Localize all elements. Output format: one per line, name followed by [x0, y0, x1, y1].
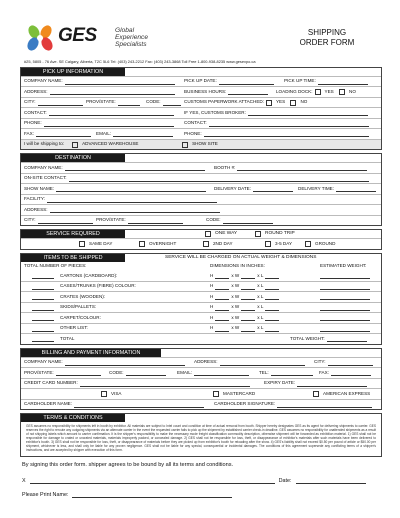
- item-row: [21, 323, 381, 334]
- dest-prov-label: PROV/STATE:: [96, 217, 126, 223]
- billing-tel-label: TEL:: [259, 369, 269, 375]
- length-label: x L: [257, 314, 264, 320]
- pickup-phone-field[interactable]: [44, 121, 174, 127]
- pickup-code-field[interactable]: [163, 100, 181, 106]
- brand-tagline: [115, 27, 148, 48]
- terms-section: [20, 413, 382, 456]
- pickup-code-label: CODE:: [146, 99, 161, 105]
- height-field[interactable]: [215, 284, 229, 290]
- booth-label: BOOTH #:: [214, 164, 236, 170]
- service-title: SERVICE REQUIRED: [21, 230, 125, 238]
- dest-company-field[interactable]: [65, 165, 205, 171]
- card-number-field[interactable]: [80, 381, 250, 387]
- pickup-address-label: ADDRESS:: [24, 88, 48, 94]
- item-weight-field[interactable]: [320, 273, 370, 279]
- one-way-label: ONE WAY: [215, 231, 238, 236]
- dest-company-label: COMPANY NAME:: [24, 164, 63, 170]
- onsite-contact-label: ON-SITE CONTACT:: [24, 175, 67, 181]
- width-field[interactable]: [241, 305, 255, 311]
- item-type-label: CARTONS (CARDBOARD):: [60, 272, 118, 278]
- cardholder-name-field[interactable]: [74, 402, 204, 408]
- customs-broker-field[interactable]: [248, 110, 368, 116]
- billing-city-field[interactable]: [328, 360, 373, 366]
- print-name-field[interactable]: [72, 492, 232, 498]
- total-pieces-field[interactable]: [32, 336, 54, 342]
- business-hours-label: BUSINESS HOURS:: [184, 88, 227, 94]
- same-day-label: SAME DAY: [89, 240, 113, 246]
- item-qty-field[interactable]: [32, 273, 54, 279]
- ground-label: GROUND: [315, 240, 336, 246]
- loading-dock-no-checkbox[interactable]: [339, 89, 345, 95]
- total-pieces-label: TOTAL NUMBER OF PIECES:: [24, 263, 87, 269]
- billing-city-label: CITY:: [314, 359, 326, 365]
- billing-address-label: ADDRESS:: [194, 359, 218, 365]
- height-field[interactable]: [215, 326, 229, 332]
- overnight-checkbox[interactable]: [139, 241, 145, 247]
- cardholder-signature-label: CARDHOLDER SIGNATURE:: [214, 401, 276, 407]
- item-qty-field[interactable]: [32, 305, 54, 311]
- show-site-label: SHOW SITE: [192, 141, 218, 147]
- terms-title: TERMS & CONDITIONS: [21, 414, 125, 422]
- pickup-phone-label: PHONE:: [24, 120, 42, 126]
- advanced-warehouse-checkbox[interactable]: [72, 142, 78, 148]
- item-row: [21, 281, 381, 292]
- delivery-time-label: DELIVERY TIME:: [298, 185, 334, 191]
- item-weight-field[interactable]: [320, 315, 370, 321]
- form-header: [20, 22, 382, 58]
- second-day-checkbox[interactable]: [203, 241, 209, 247]
- loading-dock-no-label: NO: [349, 88, 356, 94]
- items-title: ITEMS TO BE SHIPPED: [21, 254, 125, 262]
- dimensions-header: DIMENSIONS IN INCHES:: [210, 263, 265, 269]
- length-field[interactable]: [265, 326, 279, 332]
- total-label: TOTAL: [60, 335, 75, 341]
- pickup-company-label: COMPANY NAME:: [24, 78, 63, 84]
- pickup-email-field[interactable]: [113, 131, 173, 137]
- tagline-line-2: Experience: [115, 34, 148, 41]
- height-field[interactable]: [215, 273, 229, 279]
- item-row: [21, 271, 381, 281]
- height-field[interactable]: [215, 305, 229, 311]
- pickup-contact-label: CONTACT:: [24, 109, 47, 115]
- dest-prov-field[interactable]: [128, 218, 183, 224]
- item-type-label: CRATES (WOODEN):: [60, 293, 106, 299]
- show-name-label: SHOW NAME:: [24, 185, 55, 191]
- shipping-to-label: I will be shipping to:: [24, 141, 65, 147]
- item-weight-field[interactable]: [320, 294, 370, 300]
- height-field[interactable]: [215, 315, 229, 321]
- item-row: [21, 312, 381, 323]
- length-field[interactable]: [265, 305, 279, 311]
- customs-yes-label: YES: [275, 99, 286, 105]
- item-row: [21, 302, 381, 313]
- three-five-day-checkbox[interactable]: [265, 241, 271, 247]
- width-field[interactable]: [241, 273, 255, 279]
- service-section: [20, 229, 382, 250]
- delivery-time-field[interactable]: [336, 186, 376, 192]
- billing-email-label: EMAIL:: [177, 369, 193, 375]
- dest-address-label: ADDRESS:: [24, 206, 48, 212]
- weight-header: ESTIMATED WEIGHT:: [320, 263, 367, 269]
- length-field[interactable]: [265, 315, 279, 321]
- destination-title: DESTINATION: [21, 154, 125, 162]
- pickup-fax-field[interactable]: [36, 131, 91, 137]
- total-weight-field[interactable]: [327, 336, 367, 342]
- mastercard-checkbox[interactable]: [213, 391, 219, 397]
- broker-phone-label: PHONE:: [184, 130, 202, 136]
- ges-logo-icon: [24, 24, 56, 52]
- width-label: x W: [231, 293, 240, 299]
- height-label: H: [210, 293, 214, 299]
- item-qty-field[interactable]: [32, 294, 54, 300]
- item-qty-field[interactable]: [32, 284, 54, 290]
- date-field[interactable]: [296, 478, 366, 484]
- width-label: x W: [231, 272, 240, 278]
- width-label: x W: [231, 314, 240, 320]
- items-note: SERVICE WILL BE CHARGED ON ACTUAL WEIGHT & DIMENSIONS: [165, 254, 317, 260]
- broker-contact-label: CONTACT:: [184, 120, 207, 126]
- customs-label: CUSTOMS PAPERWORK ATTACHED:: [184, 99, 264, 105]
- onsite-contact-field[interactable]: [69, 176, 369, 182]
- width-label: x W: [231, 304, 240, 310]
- item-type-label: CARPET/COLOUR:: [60, 314, 101, 320]
- dest-city-field[interactable]: [38, 218, 93, 224]
- form-title-line-2: ORDER FORM: [299, 37, 355, 47]
- height-label: H: [210, 325, 214, 331]
- billing-section: [20, 348, 382, 411]
- broker-contact-field[interactable]: [209, 121, 369, 127]
- cardholder-signature-field[interactable]: [277, 402, 372, 408]
- billing-tel-field[interactable]: [271, 370, 313, 376]
- signature-x-label: X: [22, 477, 26, 484]
- item-type-label: CASES/TRUNKS (FIBRE) COLOUR:: [60, 283, 136, 289]
- business-hours-field[interactable]: [228, 89, 268, 95]
- item-type-label: OTHER LIST:: [60, 325, 88, 331]
- item-qty-field[interactable]: [32, 315, 54, 321]
- brand-name: GES: [58, 25, 97, 46]
- customs-yes-checkbox[interactable]: [266, 100, 272, 106]
- overnight-label: OVERNIGHT: [149, 240, 177, 246]
- height-label: H: [210, 304, 214, 310]
- pickup-date-field[interactable]: [219, 79, 274, 85]
- broker-phone-field[interactable]: [204, 131, 369, 137]
- total-weight-label: TOTAL WEIGHT:: [290, 335, 325, 341]
- height-label: H: [210, 272, 214, 278]
- cardholder-name-label: CARDHOLDER NAME:: [24, 401, 72, 407]
- customs-no-label: NO: [300, 99, 308, 105]
- items-section: [20, 253, 382, 345]
- three-five-day-label: 3-5 DAY: [275, 240, 293, 246]
- width-field[interactable]: [241, 315, 255, 321]
- billing-company-field[interactable]: [65, 360, 185, 366]
- pickup-contact-field[interactable]: [49, 110, 174, 116]
- loading-dock-yes-label: YES: [324, 88, 334, 94]
- tagline-line-3: Specialists: [115, 41, 147, 48]
- pickup-address-field[interactable]: [50, 89, 175, 95]
- item-type-label: SKIDS/PALLETS:: [60, 304, 97, 310]
- item-row: [21, 291, 381, 302]
- facility-label: FACILITY:: [24, 196, 45, 202]
- visa-checkbox[interactable]: [101, 391, 107, 397]
- second-day-label: 2ND DAY: [213, 240, 233, 246]
- length-label: x L: [257, 304, 264, 310]
- length-label: x L: [257, 293, 264, 299]
- delivery-date-field[interactable]: [253, 186, 293, 192]
- signature-field[interactable]: [30, 478, 275, 484]
- length-label: x L: [257, 283, 264, 289]
- item-weight-field[interactable]: [320, 326, 370, 332]
- width-label: x W: [231, 283, 240, 289]
- pickup-prov-field[interactable]: [118, 100, 140, 106]
- width-field[interactable]: [241, 326, 255, 332]
- booth-field[interactable]: [237, 165, 367, 171]
- shipping-order-form: [20, 22, 382, 498]
- pickup-prov-label: PROV/STATE:: [86, 99, 116, 105]
- pickup-city-field[interactable]: [38, 100, 83, 106]
- billing-fax-label: FAX:: [319, 369, 329, 375]
- item-weight-field[interactable]: [320, 284, 370, 290]
- terms-body: GES assumes no responsibility for shipments left in booth by exhibitor. All materials are subject to Intel count and condition at time of actual removal from booth. Shipper hereby designates GES as its agent for delivering shipments to carrier. GES reserves the right to reroute any outgoing shipments via an alternate carrier in the event the requested carrier fails to pick up the shipment by established carrier check-in deadline. GES assumes no responsibility for unattended shipments as a result of not shipping labels which amount to carrier confirmation. It is the shipper's responsibility to make the necessary mode freight classification commodity description, otherwise shipment will be forwarded as exhibition material. 1) GES shall not be responsible for damage to crated or uncrated materials, materials improperly packed, or concealed damage. 2) GES shall not be responsible for loss, theft, or disappearance of exhibitor's materials after such materials have been delivered to exhibitor's booth. 3) GES shall not be responsible for loss, theft, or disappearance of materials before they are picked up from exhibitor's booth for reloading after the show. 4) GES's liability shall not exceed $0.50 per pound of article or $50.00 per shipment, whichever is less, and shall only be liable for any proven negligence. GES shall not be liable for any special, consequential or incidental damages. The conditions of this agreement supersede any conflicting terms of a shipper's instructions, and are accepted by shipper with execution of this form.: [26, 424, 376, 452]
- facility-field[interactable]: [47, 197, 217, 203]
- show-name-field[interactable]: [56, 186, 206, 192]
- pickup-time-field[interactable]: [318, 79, 368, 85]
- dest-code-label: CODE:: [206, 217, 221, 223]
- customs-broker-label: IF YES, CUSTOMS BROKER:: [184, 109, 246, 115]
- round-trip-label: ROUND TRIP: [265, 231, 295, 236]
- pickup-city-label: CITY:: [24, 99, 36, 105]
- length-label: x L: [257, 272, 264, 278]
- width-field[interactable]: [241, 294, 255, 300]
- pickup-company-field[interactable]: [65, 79, 175, 85]
- height-field[interactable]: [215, 294, 229, 300]
- loading-dock-yes-checkbox[interactable]: [315, 89, 321, 95]
- billing-address-field[interactable]: [220, 360, 305, 366]
- print-name-label: Please Print Name:: [22, 491, 69, 498]
- pickup-email-label: EMAIL:: [96, 130, 112, 136]
- destination-section: [20, 153, 382, 226]
- length-field[interactable]: [265, 294, 279, 300]
- length-field[interactable]: [265, 284, 279, 290]
- billing-code-field[interactable]: [126, 370, 166, 376]
- item-weight-field[interactable]: [320, 305, 370, 311]
- width-field[interactable]: [241, 284, 255, 290]
- height-label: H: [210, 314, 214, 320]
- expiry-field[interactable]: [297, 381, 367, 387]
- billing-title: BILLING AND PAYMENT INFORMATION: [21, 349, 161, 357]
- company-address: #25, 5805 - 76 Ave. SE Calgary, Alberta, T2C 5L6 Tel: (403) 243-2212 Fax: (403) 243-3868 Toll Free 1-800-938-8235 www.gesexpo.ca: [24, 59, 256, 64]
- delivery-date-label: DELIVERY DATE:: [214, 185, 252, 191]
- pickup-title: PICK UP INFORMATION: [21, 68, 125, 76]
- dest-code-field[interactable]: [223, 218, 273, 224]
- billing-code-label: CODE:: [109, 369, 124, 375]
- expiry-label: EXPIRY DATE:: [264, 380, 296, 386]
- dest-address-field[interactable]: [50, 207, 220, 213]
- length-label: x L: [257, 325, 264, 331]
- round-trip-checkbox[interactable]: [255, 231, 261, 237]
- pickup-fax-label: FAX:: [24, 130, 34, 136]
- form-title: [272, 28, 382, 47]
- one-way-checkbox[interactable]: [205, 231, 211, 237]
- advanced-warehouse-label: ADVANCED WAREHOUSE: [82, 141, 139, 147]
- dest-city-label: CITY:: [24, 217, 36, 223]
- visa-label: VISA: [111, 390, 122, 396]
- pickup-section: [20, 67, 382, 151]
- agreement-statement: By signing this order form. shipper agrees to be bound by all its terms and conditions.: [22, 461, 234, 468]
- pickup-date-label: PICK UP DATE:: [184, 78, 217, 84]
- amex-label: AMERICAN EXPRESS: [323, 390, 371, 396]
- billing-prov-label: PROV/STATE:: [24, 369, 54, 375]
- height-label: H: [210, 283, 214, 289]
- item-qty-field[interactable]: [32, 326, 54, 332]
- billing-fax-field[interactable]: [331, 370, 371, 376]
- tagline-line-1: Global: [115, 27, 135, 34]
- billing-prov-field[interactable]: [56, 370, 101, 376]
- billing-company-label: COMPANY NAME:: [24, 359, 63, 365]
- show-site-checkbox[interactable]: [182, 142, 188, 148]
- pickup-time-label: PICK UP TIME:: [284, 78, 316, 84]
- amex-checkbox[interactable]: [313, 391, 319, 397]
- length-field[interactable]: [265, 273, 279, 279]
- customs-no-checkbox[interactable]: [290, 100, 296, 106]
- mastercard-label: MASTERCARD: [223, 390, 256, 396]
- billing-email-field[interactable]: [194, 370, 249, 376]
- form-title-line-1: SHIPPING: [307, 28, 347, 37]
- loading-dock-label: LOADING DOCK:: [276, 88, 313, 94]
- same-day-checkbox[interactable]: [79, 241, 85, 247]
- card-number-label: CREDIT CARD NUMBER:: [24, 380, 78, 386]
- ground-checkbox[interactable]: [305, 241, 311, 247]
- width-label: x W: [231, 325, 240, 331]
- date-label: Date:: [278, 477, 292, 484]
